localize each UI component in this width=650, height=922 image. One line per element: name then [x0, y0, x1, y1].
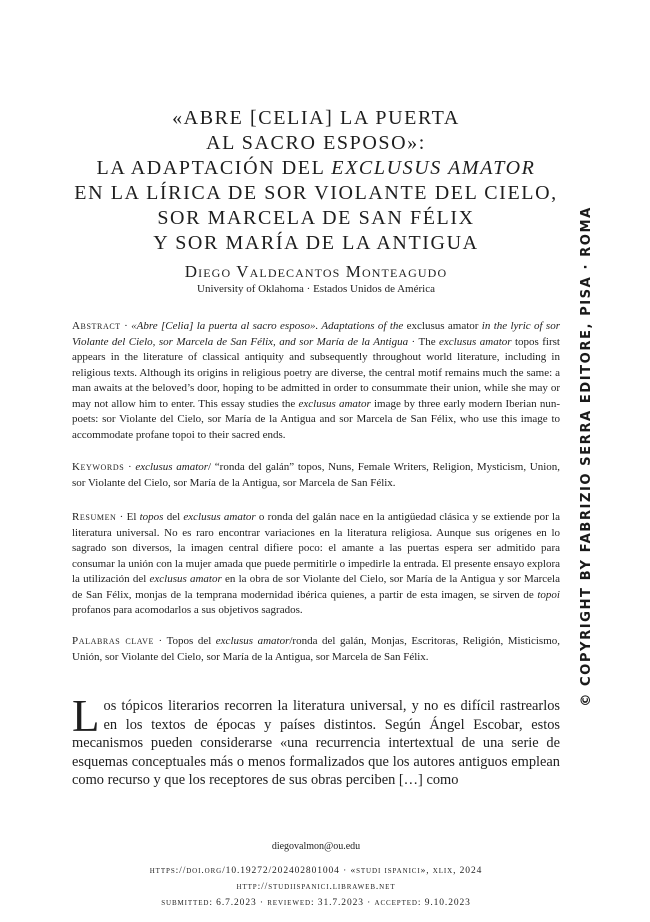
resumen-text-1: El: [126, 511, 140, 523]
abstract-sep-2: · The: [408, 335, 440, 348]
title-line-1: «ABRE [CELIA] LA PUERTA: [172, 107, 460, 129]
abstract-text-2: image by three early modern Iberian nun-poets: sor Violante del Cielo, sor María de la Antigua and sor Marcela de San Félix, who use this image to accommodate profane topoi to their sacred ends.: [72, 397, 560, 441]
author-name: Diego Valdecantos Monteagudo: [184, 262, 448, 281]
abstract-text-1: topos first appears in the literature of classical antiquity and subsequently throughout world literature, including in religious texts. Although its origins in religious poetry are diverse, the central motif remains much the same: a man awaits at the beloved’s door, hoping to be admitted in order to consummate their union, while she may or may not allow him to enter. This essay studies the: [72, 335, 560, 410]
abstract-sep: ·: [120, 320, 132, 332]
journal-website[interactable]: http://studiispanici.libraweb.net: [236, 882, 396, 892]
submission-dates: submitted: 6.7.2023 · reviewed: 31.7.2023 · accepted: 9.10.2023: [161, 898, 471, 908]
keywords-term: exclusus amator: [135, 461, 209, 473]
author-affiliation: University of Oklahoma · Estados Unidos de América: [197, 283, 435, 295]
abstract-title-c: in the lyric of sor Violante del Cielo, sor Marcela de San Félix, and sor María de la Antigua: [72, 320, 560, 348]
resumen-text-2: del: [163, 511, 184, 523]
body-paragraph: [72, 691, 560, 790]
abstract-title-b: exclusus amator: [403, 320, 482, 332]
abstract-term-2: exclusus amator: [298, 397, 371, 410]
keywords: [72, 460, 560, 491]
copyright-notice: © COPYRIGHT BY FABRIZIO SERRA EDITORE, PISA · ROMA: [578, 205, 594, 707]
resumen-term-2: exclusus amator: [183, 511, 256, 523]
palabras-text-1: Topos del: [166, 635, 216, 647]
title-line-2: AL SACRO ESPOSO»:: [206, 132, 426, 154]
palabras-label: Palabras clave: [72, 635, 155, 647]
title-line-3-start: LA ADAPTACIÓN DEL: [96, 157, 332, 179]
abstract-term-1: exclusus amator: [439, 335, 512, 348]
palabras-clave: [72, 634, 560, 665]
drop-cap: L: [72, 691, 100, 741]
article-title: [72, 106, 560, 256]
resumen: [72, 510, 560, 619]
title-line-3: [72, 156, 560, 181]
resumen-text-4: en la obra de sor Violante del Cielo, sor María de la Antigua y sor Marcela de San Félix, monjas de la temprana modernidad ibérica quienes, a partir de esta imagen, se sirven de: [72, 573, 560, 601]
palabras-sep: ·: [154, 635, 167, 647]
resumen-term-4: topoi: [537, 588, 560, 601]
resumen-label: Resumen: [72, 511, 117, 523]
resumen-term-1: topos: [139, 511, 164, 523]
title-line-6: Y SOR MARÍA DE LA ANTIGUA: [153, 232, 479, 254]
body-text: os tópicos literarios recorren la literatura universal, y no es difícil rastrearlos en los textos de épocas y países distintos. Según Ángel Escobar, estos mecanismos pueden considerarse «una recurrencia intertextual de una serie de esquemas conceptuales más o menos formalizados que los autores antiguos emplean como recurso y que los receptores de sus obras perciben […] como: [72, 698, 560, 788]
doi-line[interactable]: https://doi.org/10.19272/202402801004 · «studi ispanici», xlix, 2024: [149, 866, 483, 876]
title-line-4: EN LA LÍRICA DE SOR VIOLANTE DEL CIELO,: [74, 182, 558, 204]
resumen-sep: ·: [116, 511, 127, 523]
title-line-5: SOR MARCELA DE SAN FÉLIX: [157, 207, 475, 229]
abstract-title-a: «Abre [Celia] la puerta al sacro esposo». Adaptations of the: [131, 320, 404, 332]
keywords-sep: ·: [124, 461, 136, 473]
resumen-term-3: exclusus amator: [149, 573, 222, 585]
palabras-text-2: /ronda del galán, Monjas, Escritoras, Religión, Misticismo, Unión, sor Violante del Cielo, sor María de la Antigua, sor Marcela de San Félix.: [72, 635, 561, 663]
title-line-3-italic: EXCLUSUS AMATOR: [331, 157, 536, 179]
copyright-sidebar: [574, 205, 598, 707]
article-first-page: [72, 0, 560, 922]
abstract-label: Abstract: [72, 320, 121, 332]
abstract: [72, 319, 560, 443]
author-email[interactable]: diegovalmon@ou.edu: [271, 841, 361, 852]
resumen-text-5: profanos para acomodarlos a sus objetivos sagrados.: [72, 604, 303, 616]
keywords-label: Keywords: [72, 461, 125, 473]
keywords-list: / “ronda del galán” topos, Nuns, Female Writers, Religion, Mysticism, Union, sor Violante del Cielo, sor María de la Antigua, sor Marcela de San Félix.: [72, 461, 560, 489]
palabras-term: exclusus amator: [215, 635, 290, 647]
resumen-text-3: o ronda del galán nace en la antigüedad clásica y se extiende por la literatura universal. No es raro encontrar variaciones en la literatura religiosa. Aunque sus orígenes en lo sagrado son diversos, la imagen central difiere poco: el amante a las puertas espera ser admitido para consumar la unión con la mujer amada que puede permitirle o impedirle la entrada. El presente ensayo explora la utilización del: [72, 511, 560, 585]
